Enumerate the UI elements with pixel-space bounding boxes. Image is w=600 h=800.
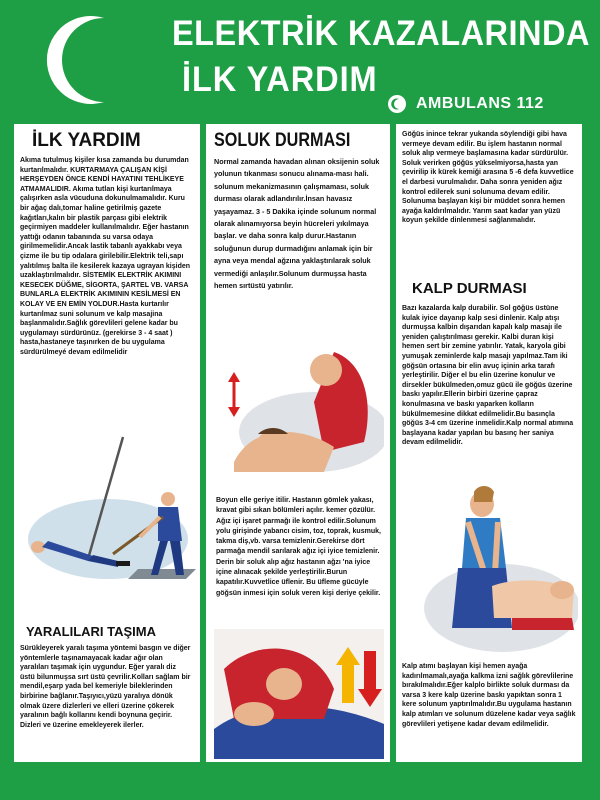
airway-illustration	[214, 342, 384, 482]
text-soluk-devam: Göğüs inince tekrar yukanda söylendiği gibi hava vermeye devam edilir. Bu işlem hastanın normal soluk alıp vermeye başlamasına kadar sürdürülür. Soluk verirken göğüs yükselmiyorsa,hasta yan çevirilip ik kürek kemiği arasına 5 -6 defa kuvvetlice el darbesi vurulmalıdır. Daha sonra yeniden ağız kontrol edilerek suni solunuma devam edilir. Solunuma başlayan kişi bir müddet sonra hemen ayağa kaldırılmalıdır. Yarım saat kadar yan yüzü koyun şekilde dinlenmesi sağlanmalıdır.	[402, 131, 574, 225]
column-kalp-durmasi	[396, 124, 582, 762]
text-kalp-devam: Kalp atımı başlayan kişi hemen ayağa kadırılmamalı,ayağa kalkma izni sağlık görevlilerine bırakılmalıdır.Eğer kalplo birlikte soluk durması da varsa 3 kere kalp üzerine baskı yapıktan sonra 1 kere solunum yaptırılmalıdır.Bu uygulama hastanın kalp atımları ve solunum düzelene kadar veya sağlık görevlileri yetişene kadar devam edilmelidir.	[402, 663, 576, 728]
crescent-badge-icon	[388, 95, 406, 113]
poster-header	[0, 0, 600, 120]
column-ilk-yardim	[14, 124, 200, 762]
heading-ilk-yardim: İLK YARDIM	[32, 130, 141, 151]
ambulance-line	[388, 95, 544, 113]
text-soluk-durmasi: Normal zamanda havadan alınan oksijenin soluk yolunun tıkanması sonucu alınama-ması hali. solunum mekanizmasının çalışmaması, soluk durması olarak adlandırılır.İnsan havasız yaşayamaz. 3 - 5 Dakika içinde solunum normal olarak alınamıyorsa beyin hücreleri yıkılmaya başlar. ve daha sonra kalp durur.Hastanın soluğunun durup durmadığını anlamak için bir ayna veya mendal ağzına yaklaştırılarak soluk vermediği anlaşılır.Solunum durmuşsa hasta hemen sırtüstü yatırılır.	[214, 157, 380, 291]
rescue-illustration	[18, 429, 196, 599]
ambulance-number: AMBULANS 112	[416, 95, 544, 112]
title-line-2: İLK YARDIM	[182, 60, 378, 99]
title-line-1: ELEKTRİK KAZALARINDA	[172, 14, 590, 53]
text-ilk-yardim: Akıma tutulmuş kişiler kısa zamanda bu durumdan kurtarılmalıdır. KURTARMAYA ÇALIŞAN KİŞİ HERŞEYDEN ÖNCE KENDİ HAYATINI TEHLİKEYE ATMAMALIDIR. Akıma tutlan kişi kurtarılmaya çalışırken asla vücuduna dokunulmamalıdır. Kuru bir ağaç dalı,tomar haline getirilmiş gazete kağıtları,kalın bir plastik parçası gibi elektrik geçirmiyen maddeler kullanılmalıdır. Eğer hastanın yattığı odanın tabanında su varsa odaya girilmemelidir.Ancak lastik tabanlı ayakkabı veya çizme ile bu tip odalara girilebilir.Elektrik teli,sapı yalıtılmış balta ile kesilerek kazaya ugrayan kişiden uzaklaştırılmalıdır. SİSTEMİK ELEKTRİK AKIMINI KESECEK DÜĞME, SİGORTA, ŞARTEL VB. VARSA BUNLARLA ELEKTRİK AKIMININ KESİLMESİ EN KOLAY VE EN EMİN YOLDUR.Hasta kurtarılır kurtarılmaz suni solunum ve kalp masajina başlanmalıdır.Sağlık görevlileri gelene kadar bu uygulamayı sürdürünüz. (gerekirse 3 - 4 saat ) hasta,hastaneye taşınırken de bu uygulama sürdürülmeyé devam edilmelidir	[20, 157, 191, 356]
mouth-to-mouth-illustration	[214, 629, 384, 759]
heading-yaralilari-tasima: YARALILARI TAŞIMA	[26, 624, 156, 639]
heading-kalp-durmasi: KALP DURMASI	[412, 280, 527, 297]
text-airway-steps: Boyun elle geriye itilir. Hastanın gömlek yakası, kravat gibi sıkan bölümleri açılır. kemer çözülür. Ağız içi işaret parmağı ile kontrol edilir.Solunum yolu girişinde yabancı cisim, toz, toprak, kusmuk, takma diş,vb. varsa temizlenir.Gerekirse dört parmağa mendil sarılarak ağız içi iyice temizlenir. Derin bir soluk alıp ağız hastanın ağzı 'na iyice içine alınacak şekilde yerleştirilir.Burun kapatılır.Kuvvetlice üflenir. Bu üfleme gücüyle göğsün inmesi için soluk veren kişi deriye çekilir.	[216, 497, 381, 597]
text-yaralilari-tasima: Sürükleyerek yaralı taşıma yöntemi basgın ve diğer yöntemlerle taşınamayacak kadar ağır olan yaralıları taşımak için uygundur. Eğer yaralı diz üstü bilunmuşsa sırt üstü çevrilir.Kolları sağlam bir mendil,eşarp yada bel kemeriyle bileklerinden birbirine bağlanır.Taşıyıcı,yüzü yaralıya dönük olmak üzere dizlerleri ve elleri üzerine çökerek yaralının bağlı kollarını kendi boynuna geçirir. Dizleri ve üzerine emekleyerek ilerler.	[20, 645, 191, 729]
heading-soluk-durmasi: SOLUK DURMASI	[214, 130, 351, 151]
red-crescent-icon	[44, 12, 140, 108]
text-kalp-durmasi: Bazı kazalarda kalp durabilir. Sol göğüs üstüne kulak iyice dayanıp kalp sesi dinlenir. Kalp atışı durmuşsa kalbin dışarıdan kapalı kalp masajı ile yeniden çalıştırılması gerekir. Kalbi duran kişi hemen sert bir zemine yatırılır. Yatak, karyola gibi yumuşak zeminlerde kalp masajı yapılmaz.Tam iki göğsün ortasına bir elin avuç içinin arka tarafı yerleştirilir. Diğer el bu elin üzerine konulur ve dirsekler bükülmeden,omuz gücü ile göğüs üzerine baskı yapılır.Ellerin birbiri üzerine çapraz konulmasına ve baskı yaparken kolların bükülmemesine dikkat edilmelidir.Bu basınçla göğüs 3-4 cm üzerine inmelidir.Kalp normal atımına başlayana kadar yapılan bu basınç her saniya devam edilmelidir.	[402, 305, 574, 447]
cpr-illustration	[402, 478, 578, 658]
column-soluk-durmasi	[206, 124, 390, 762]
